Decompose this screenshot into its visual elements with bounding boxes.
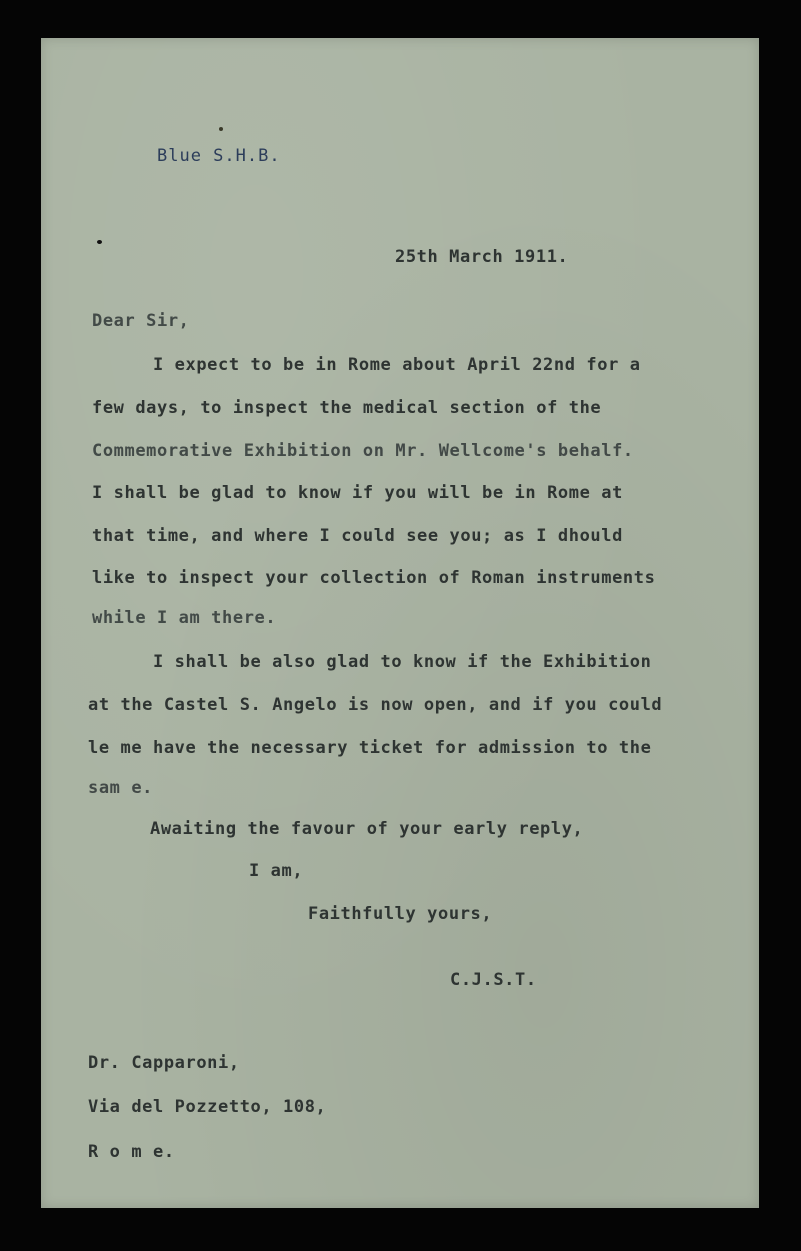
letter-date: 25th March 1911. [395,247,569,267]
body-line: few days, to inspect the medical section of the [92,398,602,418]
closing-line: Awaiting the favour of your early reply, [150,819,584,839]
reference-line: Blue S.H.B. [157,146,281,166]
body-line: while I am there. [92,608,277,628]
closing-line: I am, [249,861,304,881]
body-line: Commemorative Exhibition on Mr. Wellcome's behalf. [92,441,634,461]
salutation: Dear Sir, [92,311,190,331]
body-line: le me have the necessary ticket for admission to the [88,738,652,758]
body-line: I shall be glad to know if you will be in Rome at [92,483,623,503]
recipient-name: Dr. Capparoni, [88,1053,240,1073]
body-line: I shall be also glad to know if the Exhibition [153,652,652,672]
recipient-city: R o m e. [88,1142,175,1162]
body-line: at the Castel S. Angelo is now open, and if you could [88,695,663,715]
closing-line: Faithfully yours, [308,904,493,924]
letter-sheet [41,38,759,1208]
ink-spot [97,240,102,244]
recipient-street: Via del Pozzetto, 108, [88,1097,327,1117]
body-line: sam e. [88,778,154,798]
signature: C.J.S.T. [450,970,537,990]
body-line: that time, and where I could see you; as I dhould [92,526,623,546]
body-line: like to inspect your collection of Roman instruments [92,568,656,588]
body-line: I expect to be in Rome about April 22nd for a [153,355,641,375]
ink-spot [219,127,223,131]
